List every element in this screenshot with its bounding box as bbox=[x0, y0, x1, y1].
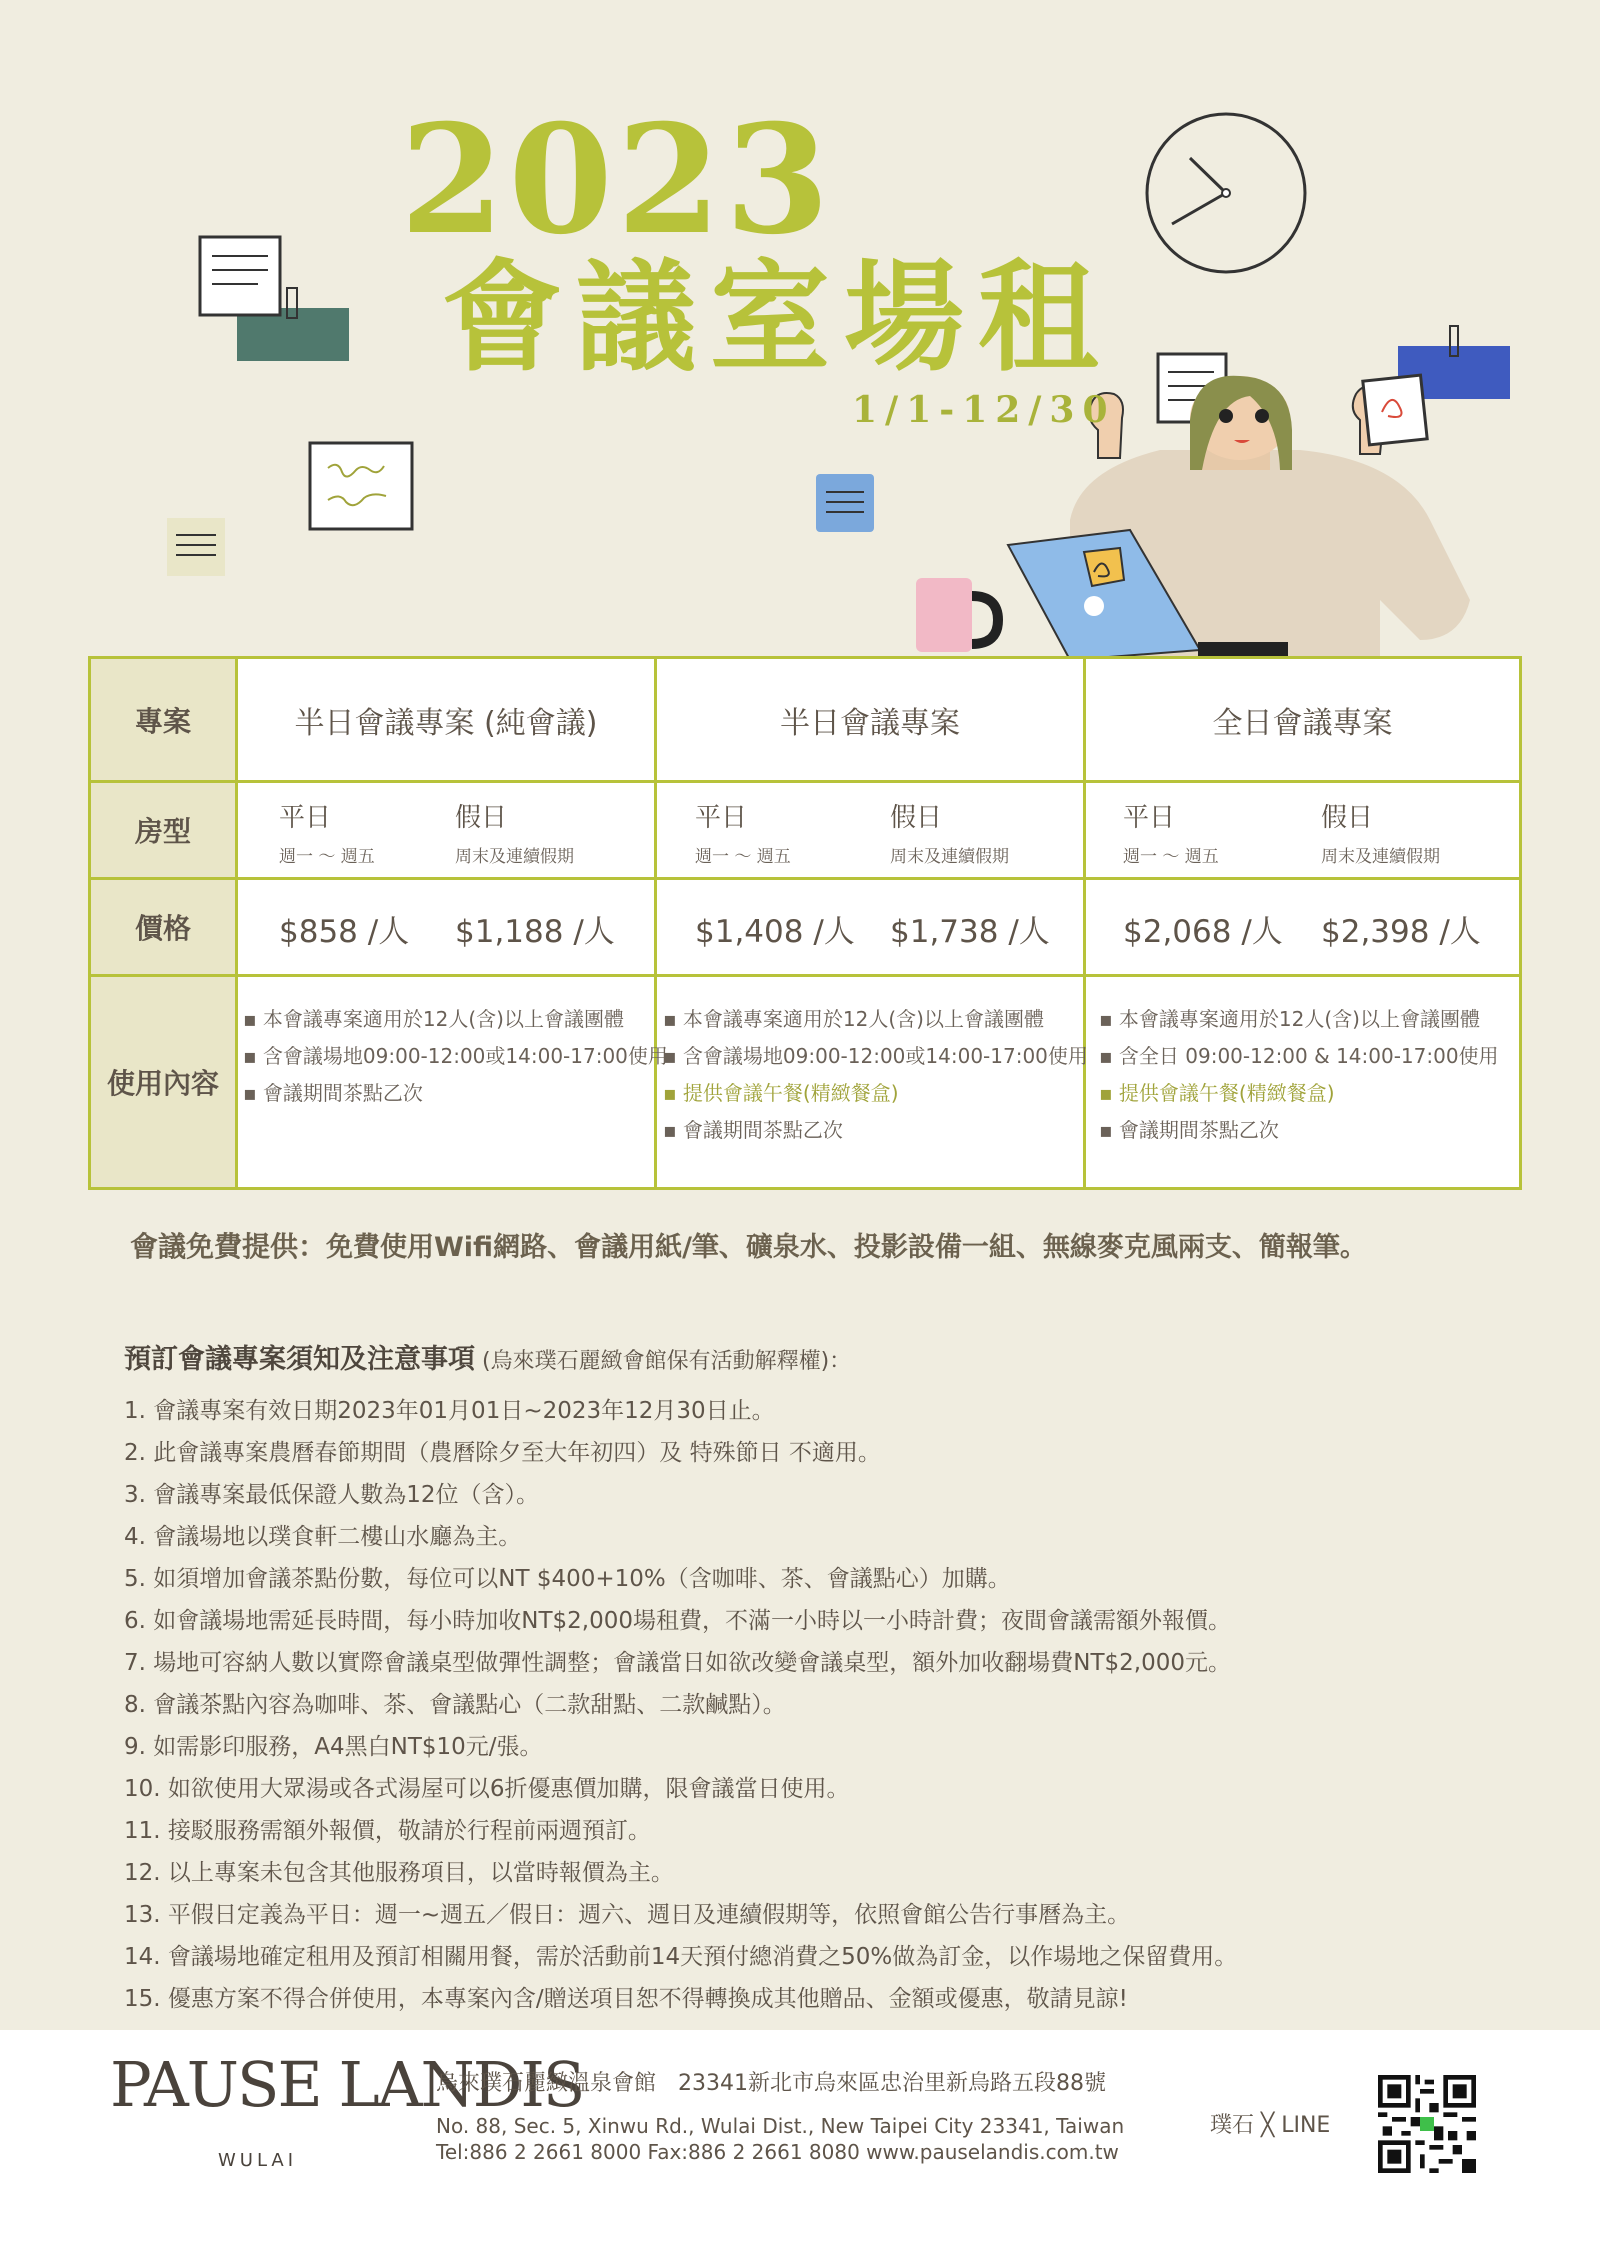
note-item: 3. 會議專案最低保證人數為12位（含）。 bbox=[124, 1482, 540, 1508]
note-item: 8. 會議茶點內容為咖啡、茶、會議點心（二款甜點、二款鹹點）。 bbox=[124, 1692, 786, 1718]
page-title: 會議室場租 bbox=[442, 247, 1112, 388]
note-item: 5. 如須增加會議茶點份數，每位可以NT $400+10%（含咖啡、茶、會議點心）加購。 bbox=[124, 1566, 1011, 1592]
weekday-label: 平日 bbox=[279, 803, 332, 833]
contact-info: Tel:886 2 2661 8000 Fax:886 2 2661 8080 www.pauselandis.com.tw bbox=[436, 2140, 1119, 2164]
note-item: 11. 接駁服務需額外報價，敬請於行程前兩週預訂。 bbox=[124, 1818, 651, 1844]
qr-code-icon[interactable] bbox=[1378, 2075, 1476, 2173]
plan-name: 半日會議專案 bbox=[780, 705, 960, 741]
holiday-price: $1,738 /人 bbox=[890, 914, 1050, 950]
notes-heading-text: 預訂會議專案須知及注意事項 bbox=[124, 1344, 475, 1375]
weekday-label: 平日 bbox=[695, 803, 748, 833]
usage-item: ▪ 會議期間茶點乙次 bbox=[663, 1118, 843, 1142]
weekday-price: $858 /人 bbox=[279, 914, 410, 950]
holiday-price: $2,398 /人 bbox=[1321, 914, 1481, 950]
weekday-price: $1,408 /人 bbox=[695, 914, 855, 950]
weekday-sub: 週一 ～ 週五 bbox=[1123, 847, 1219, 867]
free-provision-text: 免費使用Wifi網路、會議用紙/筆、礦泉水、投影設備一組、無線麥克風兩支、簡報筆。 bbox=[326, 1232, 1367, 1263]
note-icon bbox=[200, 237, 349, 361]
usage-list bbox=[243, 1001, 668, 1112]
notes-list bbox=[124, 1390, 1237, 2020]
note-item: 10. 如欲使用大眾湯或各式湯屋可以6折優惠價加購，限會議當日使用。 bbox=[124, 1776, 850, 1802]
holiday-price: $1,188 /人 bbox=[455, 914, 615, 950]
plan-table bbox=[88, 656, 1522, 1190]
line-label: 璞石 ╳ LINE bbox=[1210, 2113, 1331, 2138]
row-label-plan: 專案 bbox=[91, 659, 235, 780]
note-item: 6. 如會議場地需延長時間，每小時加收NT$2,000場租費，不滿一小時以一小時計費；夜間會議需額外報價。 bbox=[124, 1608, 1231, 1634]
address-zh: 烏來璞石麗緻溫泉會館 23341新北市烏來區忠治里新烏路五段88號 bbox=[436, 2071, 1106, 2096]
holiday-sub: 周末及連續假期 bbox=[455, 847, 574, 867]
year-heading: 2023 bbox=[400, 92, 834, 268]
usage-item: ▪ 含會議場地09:00-12:00或14:00-17:00使用 bbox=[663, 1044, 1088, 1068]
notes-heading bbox=[124, 1337, 851, 1376]
weekday-sub: 週一 ～ 週五 bbox=[279, 847, 375, 867]
date-range: 1/1-12/30 bbox=[852, 389, 1116, 431]
mug-icon bbox=[916, 578, 998, 652]
row-label-usage: 使用內容 bbox=[91, 977, 235, 1187]
brand-logo: PAUSE LANDIS bbox=[110, 2048, 584, 2121]
weekday-price: $2,068 /人 bbox=[1123, 914, 1283, 950]
usage-item: ▪ 本會議專案適用於12人(含)以上會議團體 bbox=[663, 1007, 1044, 1031]
usage-item: ▪ 本會議專案適用於12人(含)以上會議團體 bbox=[243, 1007, 624, 1031]
note-item: 15. 優惠方案不得合併使用，本專案內含/贈送項目恕不得轉換成其他贈品、金額或優惠，敬請見諒! bbox=[124, 1986, 1128, 2012]
row-label-price: 價格 bbox=[91, 880, 235, 974]
note-icon bbox=[167, 518, 225, 576]
free-provision bbox=[130, 1225, 1367, 1265]
note-item: 9. 如需影印服務，A4黑白NT$10元/張。 bbox=[124, 1734, 543, 1760]
weekday-sub: 週一 ～ 週五 bbox=[695, 847, 791, 867]
note-item: 7. 場地可容納人數以實際會議桌型做彈性調整；會議當日如欲改變會議桌型，額外加收翻場費NT$2,000元。 bbox=[124, 1650, 1231, 1676]
note-item: 1. 會議專案有效日期2023年01月01日~2023年12月30日止。 bbox=[124, 1398, 775, 1424]
plan-name: 全日會議專案 bbox=[1212, 705, 1393, 741]
notes-heading-sub: (烏來璞石麗緻會館保有活動解釋權)： bbox=[475, 1349, 852, 1374]
free-provision-lead: 會議免費提供： bbox=[130, 1230, 327, 1263]
usage-item: ▪ 會議期間茶點乙次 bbox=[1099, 1118, 1279, 1142]
usage-item: ▪ 提供會議午餐(精緻餐盒) bbox=[1099, 1081, 1335, 1105]
usage-item: ▪ 提供會議午餐(精緻餐盒) bbox=[663, 1081, 899, 1105]
usage-item: ▪ 本會議專案適用於12人(含)以上會議團體 bbox=[1099, 1007, 1480, 1031]
usage-item: ▪ 含全日 09:00-12:00 & 14:00-17:00使用 bbox=[1099, 1044, 1499, 1068]
note-item: 4. 會議場地以璞食軒二樓山水廳為主。 bbox=[124, 1524, 522, 1550]
holiday-sub: 周末及連續假期 bbox=[890, 847, 1009, 867]
usage-list bbox=[663, 1001, 1088, 1149]
holiday-sub: 周末及連續假期 bbox=[1321, 847, 1440, 867]
note-item: 13. 平假日定義為平日：週一~週五／假日：週六、週日及連續假期等，依照會館公告行事曆為主。 bbox=[124, 1902, 1131, 1928]
address-en: No. 88, Sec. 5, Xinwu Rd., Wulai Dist., New Taipei City 23341, Taiwan bbox=[436, 2114, 1125, 2138]
holiday-label: 假日 bbox=[890, 803, 943, 833]
clock-icon bbox=[1147, 114, 1305, 272]
usage-item: ▪ 會議期間茶點乙次 bbox=[243, 1081, 423, 1105]
usage-list bbox=[1099, 1001, 1499, 1149]
note-item: 12. 以上專案未包含其他服務項目，以當時報價為主。 bbox=[124, 1860, 674, 1886]
note-item: 14. 會議場地確定租用及預訂相關用餐，需於活動前14天預付總消費之50%做為訂金，以作場地之保留費用。 bbox=[124, 1944, 1238, 1970]
note-icon bbox=[816, 474, 874, 532]
brand-logo-sub: WULAI bbox=[218, 2150, 298, 2171]
note-item: 2. 此會議專案農曆春節期間（農曆除夕至大年初四）及 特殊節日 不適用。 bbox=[124, 1440, 881, 1466]
weekday-label: 平日 bbox=[1123, 803, 1176, 833]
plan-name: 半日會議專案 (純會議) bbox=[294, 705, 598, 741]
row-label-room-type: 房型 bbox=[91, 783, 235, 877]
sticky-note-icon bbox=[310, 443, 412, 529]
holiday-label: 假日 bbox=[455, 803, 508, 833]
usage-item: ▪ 含會議場地09:00-12:00或14:00-17:00使用 bbox=[243, 1044, 668, 1068]
holiday-label: 假日 bbox=[1321, 803, 1374, 833]
